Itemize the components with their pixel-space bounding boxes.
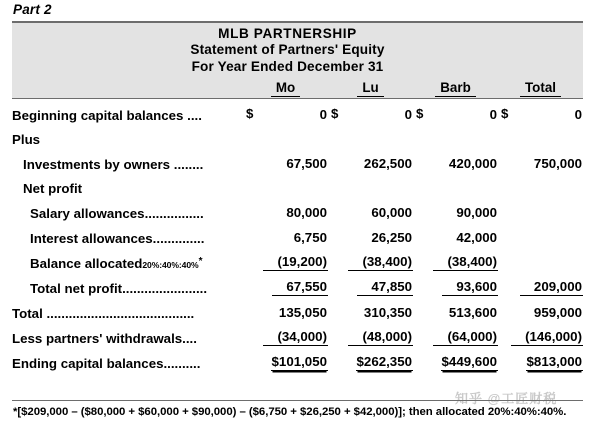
cell-total-barb: 513,600 (448, 305, 497, 321)
dollar-sign: $ (331, 106, 339, 122)
footnote-divider (12, 400, 583, 401)
row-label-investments: Investments by owners ........ (23, 157, 204, 173)
cell-plus-total (498, 123, 583, 147)
dollar-sign: $ (246, 106, 254, 122)
cell-plus-lu (328, 123, 413, 147)
column-header-table (12, 75, 583, 99)
cell-beginning-total: $ 0 (501, 106, 582, 123)
part-label: Part 2 (13, 2, 52, 17)
cell-salary-total (498, 196, 583, 221)
cell-interest-lu: 26,250 (371, 230, 412, 246)
table-row-beginning-capital (12, 99, 583, 123)
cell-ending-barb: $449,600 (441, 354, 497, 370)
cell-total-net-profit-barb: 93,600 (413, 271, 498, 296)
cell-withdrawals-lu: (48,000) (328, 321, 413, 346)
table-row-investments (12, 147, 583, 172)
table-row-plus (12, 123, 583, 147)
cell-salary-barb: 90,000 (456, 205, 497, 221)
row-label-balance-allocated (12, 246, 243, 271)
cell-salary-mo: 80,000 (286, 205, 327, 221)
table-row-salary-allowances (12, 196, 583, 221)
column-header-total: Total (498, 75, 583, 98)
cell-net-profit-mo (243, 172, 328, 196)
table-row-ending-capital (12, 346, 583, 371)
statement-period: For Year Ended December 31 (191, 58, 384, 74)
table-row-net-profit (12, 172, 583, 196)
cell-total-net-profit-total: 209,000 (498, 271, 583, 296)
cell-balance-allocated-total (498, 246, 583, 271)
row-label-withdrawals: Less partners' withdrawals.... (12, 331, 197, 347)
cell-total-mo: 135,050 (278, 305, 327, 321)
row-label-net-profit: Net profit (23, 181, 83, 197)
statement-header-panel (12, 21, 583, 99)
cell-investments-lu: 262,500 (363, 156, 412, 172)
cell-ending-total: $813,000 (526, 354, 582, 370)
cell-salary-lu: 60,000 (371, 205, 412, 221)
cell-net-profit-barb (413, 172, 498, 196)
cell-interest-barb: 42,000 (456, 230, 497, 246)
equity-statement-sheet (12, 21, 583, 371)
cell-withdrawals-total: (146,000) (498, 321, 583, 346)
cell-balance-allocated-lu: (38,400) (328, 246, 413, 271)
cell-interest-mo: 6,750 (293, 230, 327, 246)
cell-investments-barb: 420,000 (448, 156, 497, 172)
row-label-beginning-capital: Beginning capital balances .... (12, 108, 202, 124)
cell-net-profit-lu (328, 172, 413, 196)
table-row-interest-allowances (12, 221, 583, 246)
cell-beginning-mo: $ 0 (246, 106, 327, 123)
dollar-sign: $ (416, 106, 424, 122)
cell-balance-allocated-barb: (38,400) (413, 246, 498, 271)
cell-total-net-profit-lu: 47,850 (328, 271, 413, 296)
cell-ending-lu: $262,350 (356, 354, 412, 370)
allocation-ratio: 20%:40%:40% (142, 260, 199, 271)
column-header-barb: Barb (413, 75, 498, 98)
cell-investments-total: 750,000 (533, 156, 582, 172)
row-label-salary-allowances: Salary allowances................ (30, 206, 204, 222)
footnote-text: *[$209,000 – ($80,000 + $60,000 + $90,000) – ($6,750 + $26,250 + $42,000)]; then allocated 20%:40%:40%. (13, 406, 567, 418)
table-row-balance-allocated (12, 246, 583, 271)
table-row-withdrawals (12, 321, 583, 346)
row-label-interest-allowances: Interest allowances.............. (30, 231, 205, 247)
footnote-marker: * (198, 256, 203, 268)
row-label-ending-capital: Ending capital balances.......... (12, 356, 201, 372)
table-row-total-net-profit (12, 271, 583, 296)
cell-plus-mo (243, 123, 328, 147)
column-header-lu: Lu (328, 75, 413, 98)
cell-plus-barb (413, 123, 498, 147)
row-label-total: Total ........................................ (12, 306, 195, 322)
balance-allocated-text: Balance allocated (30, 256, 143, 272)
cell-total-lu: 310,350 (363, 305, 412, 321)
cell-beginning-barb: $ 0 (416, 106, 497, 123)
cell-beginning-lu: $ 0 (331, 106, 412, 123)
company-name: MLB PARTNERSHIP (218, 26, 357, 41)
row-label-total-net-profit: Total net profit....................... (30, 281, 208, 297)
cell-withdrawals-barb: (64,000) (413, 321, 498, 346)
cell-withdrawals-mo: (34,000) (243, 321, 328, 346)
row-label-plus: Plus (12, 132, 41, 148)
cell-investments-mo: 67,500 (286, 156, 327, 172)
statement-title: Statement of Partners' Equity (190, 42, 385, 58)
column-header-spacer (12, 75, 243, 98)
cell-net-profit-total (498, 172, 583, 196)
table-row-total (12, 296, 583, 321)
column-header-row (12, 75, 583, 98)
cell-balance-allocated-mo: (19,200) (243, 246, 328, 271)
dollar-sign: $ (501, 106, 509, 122)
column-header-mo: Mo (243, 75, 328, 98)
cell-ending-mo: $101,050 (271, 354, 327, 370)
statement-body-table (12, 99, 583, 371)
cell-total-net-profit-mo: 67,550 (243, 271, 328, 296)
cell-interest-total (498, 221, 583, 246)
cell-total-total: 959,000 (533, 305, 582, 321)
watermark: 知乎 @工匠财税 (455, 391, 558, 406)
